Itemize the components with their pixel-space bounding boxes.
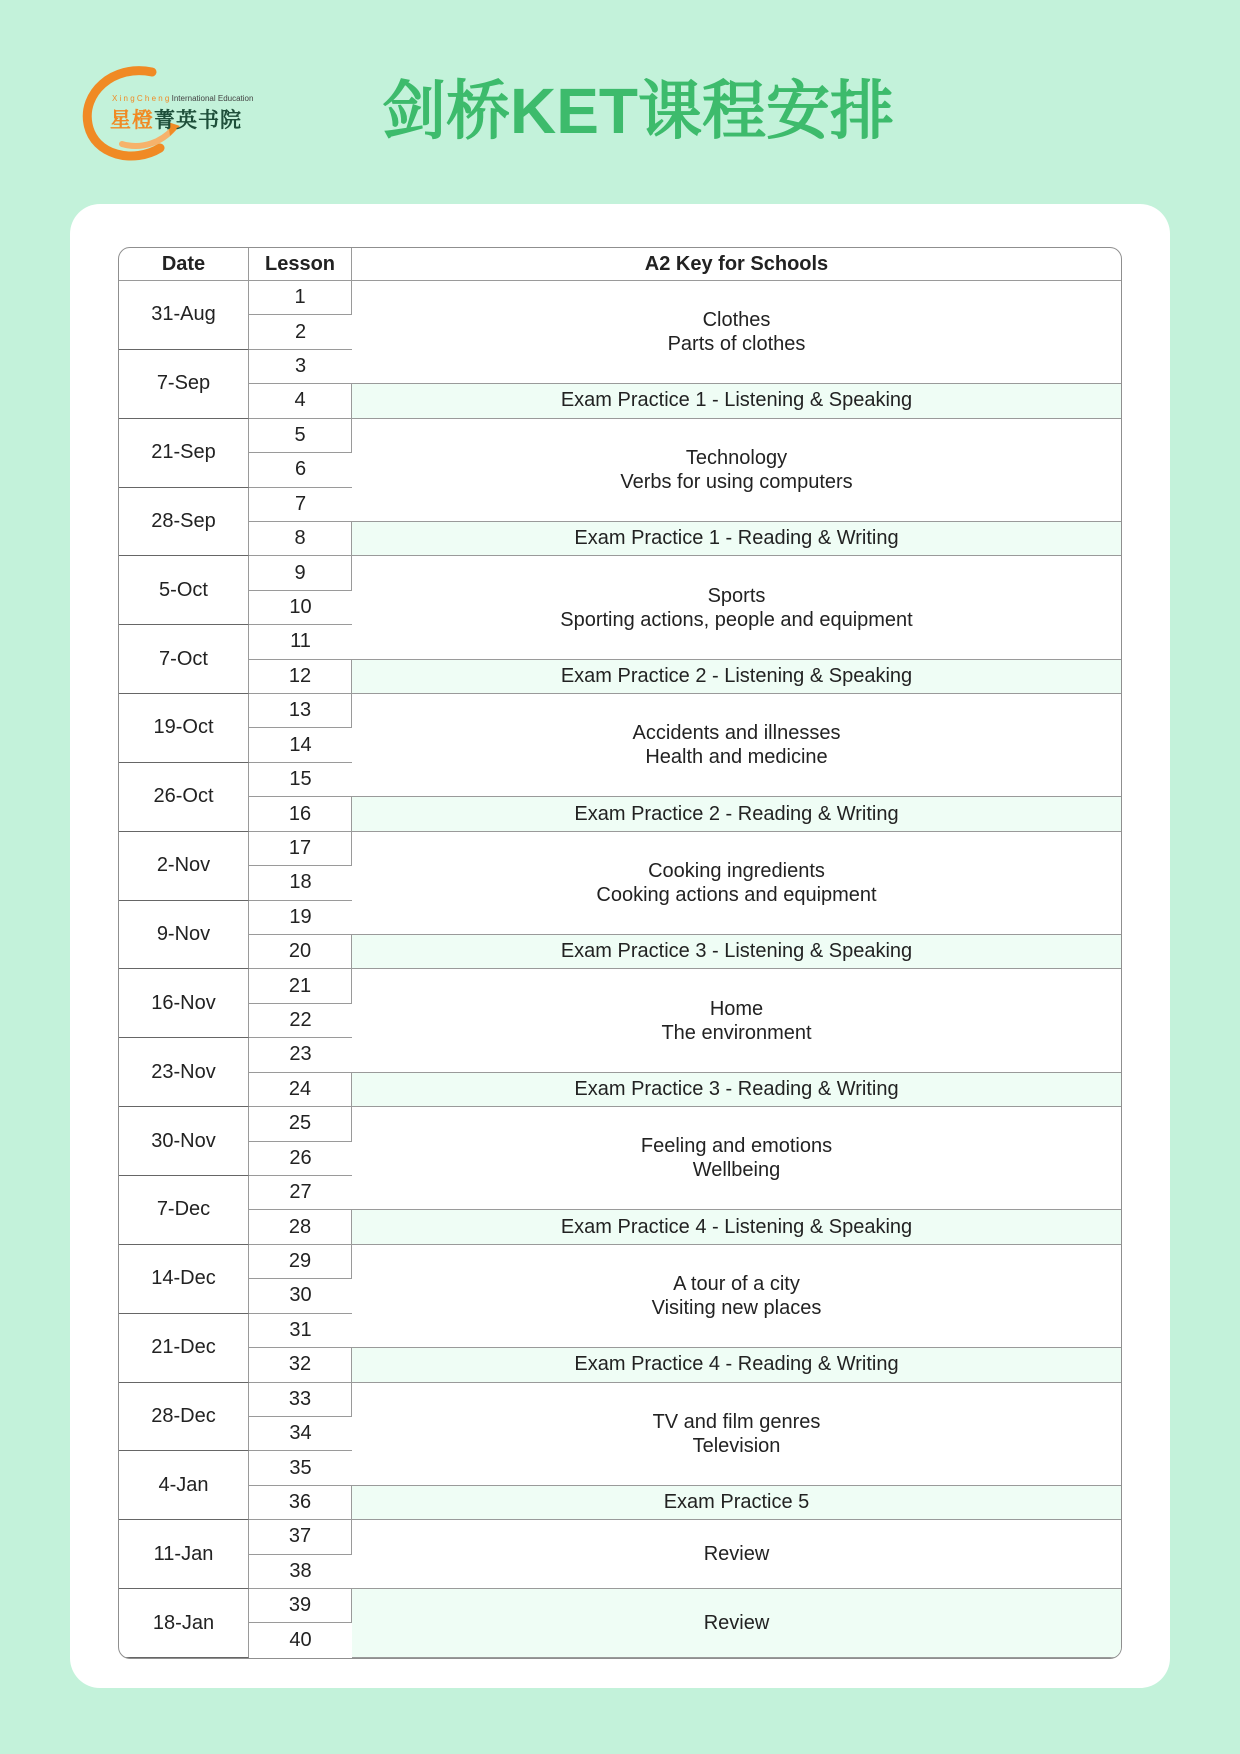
date-cell: 18-Jan	[119, 1589, 249, 1658]
table-row	[119, 556, 1121, 590]
lesson-cell: 19	[249, 901, 352, 935]
review-cell: Review	[352, 1589, 1121, 1658]
topic-cell	[352, 1245, 1121, 1348]
column-header-lesson: Lesson	[249, 248, 352, 281]
topic-line-1: Accidents and illnesses	[632, 722, 841, 745]
lesson-cell: 37	[249, 1520, 352, 1554]
table-row	[119, 1210, 1121, 1244]
table-row	[119, 1589, 1121, 1623]
table-row	[119, 1486, 1121, 1520]
exam-practice-cell: Exam Practice 2 - Listening & Speaking	[352, 660, 1121, 694]
table-header-row	[119, 248, 1121, 281]
date-cell: 7-Sep	[119, 350, 249, 419]
exam-practice-cell: Exam Practice 1 - Listening & Speaking	[352, 384, 1121, 418]
lesson-cell: 25	[249, 1107, 352, 1141]
table-row	[119, 935, 1121, 969]
date-cell: 7-Oct	[119, 625, 249, 694]
lesson-cell: 28	[249, 1210, 352, 1244]
date-cell: 16-Nov	[119, 969, 249, 1038]
date-cell: 2-Nov	[119, 832, 249, 901]
schedule-card	[70, 204, 1170, 1688]
table-row	[119, 1245, 1121, 1279]
date-cell: 4-Jan	[119, 1451, 249, 1520]
date-cell: 7-Dec	[119, 1176, 249, 1245]
date-cell: 30-Nov	[119, 1107, 249, 1176]
table-row	[119, 281, 1121, 315]
table-row	[119, 660, 1121, 694]
exam-practice-cell: Exam Practice 3 - Reading & Writing	[352, 1073, 1121, 1107]
topic-line-2: Television	[692, 1434, 781, 1457]
lesson-cell: 6	[249, 453, 352, 487]
table-row	[119, 1383, 1121, 1417]
date-cell: 28-Dec	[119, 1383, 249, 1452]
lesson-cell: 9	[249, 556, 352, 590]
date-cell: 23-Nov	[119, 1038, 249, 1107]
table-row	[119, 1073, 1121, 1107]
logo-chinese-name	[110, 104, 242, 134]
date-cell: 5-Oct	[119, 556, 249, 625]
review-cell: Review	[352, 1520, 1121, 1589]
lesson-cell: 11	[249, 625, 352, 659]
lesson-cell: 5	[249, 419, 352, 453]
date-cell: 21-Sep	[119, 419, 249, 488]
lesson-cell: 26	[249, 1142, 352, 1176]
table-row	[119, 694, 1121, 728]
lesson-cell: 32	[249, 1348, 352, 1382]
topic-line-1: Sports	[707, 584, 766, 607]
lesson-cell: 35	[249, 1451, 352, 1485]
lesson-cell: 12	[249, 660, 352, 694]
topic-line-1: Home	[709, 997, 764, 1020]
lesson-cell: 1	[249, 281, 352, 315]
lesson-cell: 4	[249, 384, 352, 418]
logo	[82, 64, 262, 174]
lesson-cell: 33	[249, 1383, 352, 1417]
topic-cell	[352, 694, 1121, 797]
column-header-date: Date	[119, 248, 249, 281]
schedule-body	[119, 281, 1121, 1658]
date-cell: 21-Dec	[119, 1314, 249, 1383]
exam-practice-cell: Exam Practice 1 - Reading & Writing	[352, 522, 1121, 556]
topic-cell	[352, 832, 1121, 935]
table-row	[119, 969, 1121, 1003]
lesson-cell: 40	[289, 1629, 312, 1652]
lesson-cell: 36	[249, 1486, 352, 1520]
topic-line-2: The environment	[661, 1021, 812, 1044]
lesson-cell: 39	[249, 1589, 352, 1623]
date-cell: 28-Sep	[119, 488, 249, 557]
topic-line-1: Clothes	[702, 309, 771, 332]
topic-line-2: Parts of clothes	[667, 333, 806, 356]
logo-cn-part1: 星橙	[110, 109, 154, 132]
topic-line-2: Cooking actions and equipment	[596, 883, 877, 906]
lesson-cell: 15	[249, 763, 352, 797]
lesson-cell: 3	[249, 350, 352, 384]
lesson-cell: 10	[249, 591, 352, 625]
table-row	[119, 522, 1121, 556]
lesson-cell: 17	[249, 832, 352, 866]
topic-line-1: Technology	[685, 446, 788, 469]
logo-english-text	[112, 94, 253, 103]
table-row	[119, 1520, 1121, 1554]
topic-line-2: Health and medicine	[645, 746, 828, 769]
logo-pinyin: X i n g C h e n g	[112, 94, 170, 103]
exam-practice-cell: Exam Practice 3 - Listening & Speaking	[352, 935, 1121, 969]
lesson-cell: 22	[249, 1004, 352, 1038]
table-row	[119, 797, 1121, 831]
topic-line-2: Visiting new places	[651, 1296, 822, 1319]
topic-cell	[352, 1107, 1121, 1210]
topic-line-1: Cooking ingredients	[648, 859, 825, 882]
lesson-cell: 7	[249, 488, 352, 522]
topic-cell	[352, 1383, 1121, 1486]
lesson-cell: 34	[249, 1417, 352, 1451]
logo-cn-part2: 菁英书院	[154, 109, 242, 132]
exam-practice-cell: Exam Practice 4 - Reading & Writing	[352, 1348, 1121, 1382]
date-cell: 14-Dec	[119, 1245, 249, 1314]
table-row	[119, 832, 1121, 866]
exam-practice-cell: Exam Practice 4 - Listening & Speaking	[352, 1210, 1121, 1244]
lesson-cell: 21	[249, 969, 352, 1003]
lesson-cell: 24	[249, 1073, 352, 1107]
date-cell: 9-Nov	[119, 901, 249, 970]
lesson-cell: 30	[249, 1279, 352, 1313]
table-row	[119, 1107, 1121, 1141]
lesson-cell: 16	[249, 797, 352, 831]
lesson-cell: 29	[249, 1245, 352, 1279]
date-cell: 19-Oct	[119, 694, 249, 763]
lesson-cell: 20	[249, 935, 352, 969]
topic-line-1: A tour of a city	[673, 1272, 800, 1295]
topic-line-2: Sporting actions, people and equipment	[560, 608, 913, 631]
topic-line-2: Wellbeing	[692, 1159, 781, 1182]
date-cell: 26-Oct	[119, 763, 249, 832]
lesson-cell: 27	[249, 1176, 352, 1210]
table-row	[119, 1348, 1121, 1382]
logo-english: International Education	[171, 94, 254, 103]
table-row	[119, 419, 1121, 453]
lesson-cell: 14	[249, 728, 352, 762]
lesson-cell: 31	[249, 1314, 352, 1348]
page-title: 剑桥KET课程安排	[382, 75, 894, 147]
topic-line-1: TV and film genres	[652, 1410, 821, 1433]
date-cell: 11-Jan	[119, 1520, 249, 1589]
topic-line-1: Feeling and emotions	[640, 1135, 833, 1158]
exam-practice-cell: Exam Practice 2 - Reading & Writing	[352, 797, 1121, 831]
schedule-table	[118, 247, 1122, 1659]
lesson-cell: 8	[249, 522, 352, 556]
topic-cell	[352, 419, 1121, 522]
exam-practice-cell: Exam Practice 5	[352, 1486, 1121, 1520]
lesson-cell: 13	[249, 694, 352, 728]
lesson-cell: 18	[249, 866, 352, 900]
lesson-cell: 23	[249, 1038, 352, 1072]
date-cell: 31-Aug	[119, 281, 249, 350]
topic-cell	[352, 281, 1121, 384]
topic-cell	[352, 969, 1121, 1072]
column-header-course: A2 Key for Schools	[352, 248, 1121, 281]
lesson-cell: 2	[249, 315, 352, 349]
table-row	[119, 384, 1121, 418]
lesson-cell: 38	[249, 1555, 352, 1589]
topic-cell	[352, 556, 1121, 659]
topic-line-2: Verbs for using computers	[620, 470, 853, 493]
